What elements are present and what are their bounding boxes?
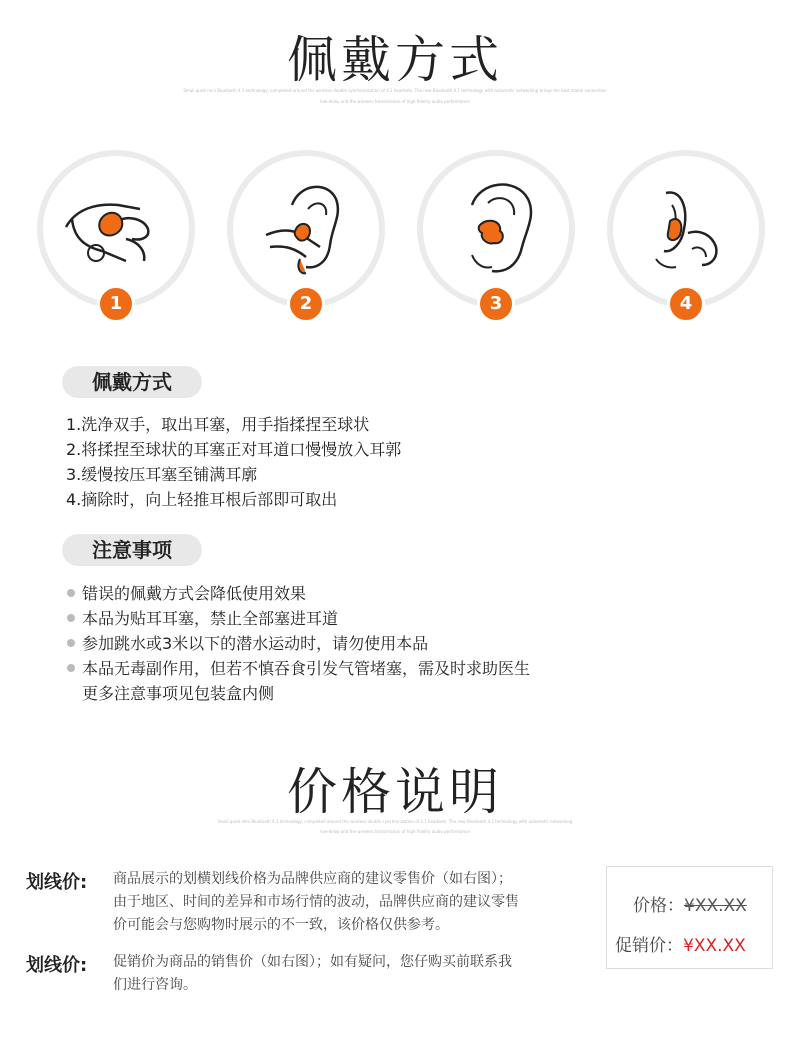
usage-line: 4.摘除时，向上轻推耳根后部即可取出 — [66, 490, 338, 509]
usage-line: 2.将揉捏至球状的耳塞正对耳道口慢慢放入耳郭 — [66, 440, 402, 459]
usage-line: 1.洗净双手，取出耳塞，用手指揉捏至球状 — [66, 415, 370, 434]
step-3-illustration — [417, 150, 575, 314]
list-price-text-line: 由于地区、时间的差异和市场行情的波动，品牌供应商的建议零售 — [113, 894, 519, 910]
promo-price-text-line: 促销价为商品的销售价（如右图）；如有疑问，您仔购买前联系我 — [113, 954, 512, 970]
list-price-value: ¥XX.XX — [684, 896, 747, 916]
promo-price-row — [615, 931, 746, 956]
note-item: 本品无毒副作用，但若不慎吞食引发气管堵塞，需及时求助医生 — [82, 659, 531, 678]
page-title-wearing: 佩戴方式 — [287, 31, 503, 89]
price-example-box — [606, 866, 773, 969]
subtitle-line-2: low-delay and the wireless transmission of high fidelity audio performance — [320, 829, 470, 834]
usage-line: 3.缓慢按压耳塞至铺满耳廓 — [66, 465, 258, 484]
step-number-badge: 1 — [97, 285, 135, 323]
promo-price-value: ¥XX.XX — [683, 936, 746, 956]
note-item: 本品为贴耳耳塞，禁止全部塞进耳道 — [82, 609, 339, 628]
list-price-row — [633, 891, 747, 916]
list-price-text-line: 商品展示的划横划线价格为品牌供应商的建议零售价（如右图）； — [113, 871, 512, 887]
bullet-dot-icon — [67, 664, 75, 672]
step-2-illustration — [227, 150, 385, 314]
step-number-badge: 4 — [667, 285, 705, 323]
promo-price-row-label: 促销价： — [615, 936, 683, 956]
subtitle-line-1: Small quiet mini Bluetooth 4.1 technology, completed around the wireless double synchronization of 4.1 headsets. The new Bluetooth 4.1 technology with automatic networking — [217, 819, 573, 824]
fingers-rolling-earplug-icon — [56, 169, 176, 289]
subtitle-line-1: Small quiet mini Bluetooth 4.1 technology, completed around the wireless double synchronization of 4.1 headsets. The new Bluetooth 4.1 technology with automatic networking brings the best stable connection — [183, 88, 607, 93]
usage-heading: 佩戴方式 — [62, 366, 202, 398]
notes-heading: 注意事项 — [62, 534, 202, 566]
list-price-label: 划线价: — [26, 872, 88, 893]
step-number-badge: 2 — [287, 285, 325, 323]
note-item: 错误的佩戴方式会降低使用效果 — [82, 584, 307, 603]
inserting-earplug-icon — [246, 169, 366, 289]
note-extra: 更多注意事项见包装盒内侧 — [82, 684, 275, 703]
bullet-dot-icon — [67, 639, 75, 647]
bullet-dot-icon — [67, 589, 75, 597]
list-price-row-label: 价格： — [633, 896, 684, 916]
ear-side-view-icon — [626, 169, 746, 289]
step-4-illustration — [607, 150, 765, 314]
subtitle-line-2: low-delay and the wireless transmission of high fidelity audio performance — [320, 99, 470, 104]
page-title-price: 价格说明 — [287, 763, 503, 821]
step-number-badge: 3 — [477, 285, 515, 323]
list-price-text-line: 价可能会与您购物时展示的不一致，该价格仅供参考。 — [113, 917, 449, 933]
earplug-in-ear-icon — [436, 169, 556, 289]
note-item: 参加跳水或3米以下的潜水运动时，请勿使用本品 — [82, 634, 429, 653]
promo-price-label: 划线价: — [26, 955, 88, 976]
step-1-illustration — [37, 150, 195, 314]
bullet-dot-icon — [67, 614, 75, 622]
promo-price-text-line: 们进行咨询。 — [113, 977, 197, 993]
